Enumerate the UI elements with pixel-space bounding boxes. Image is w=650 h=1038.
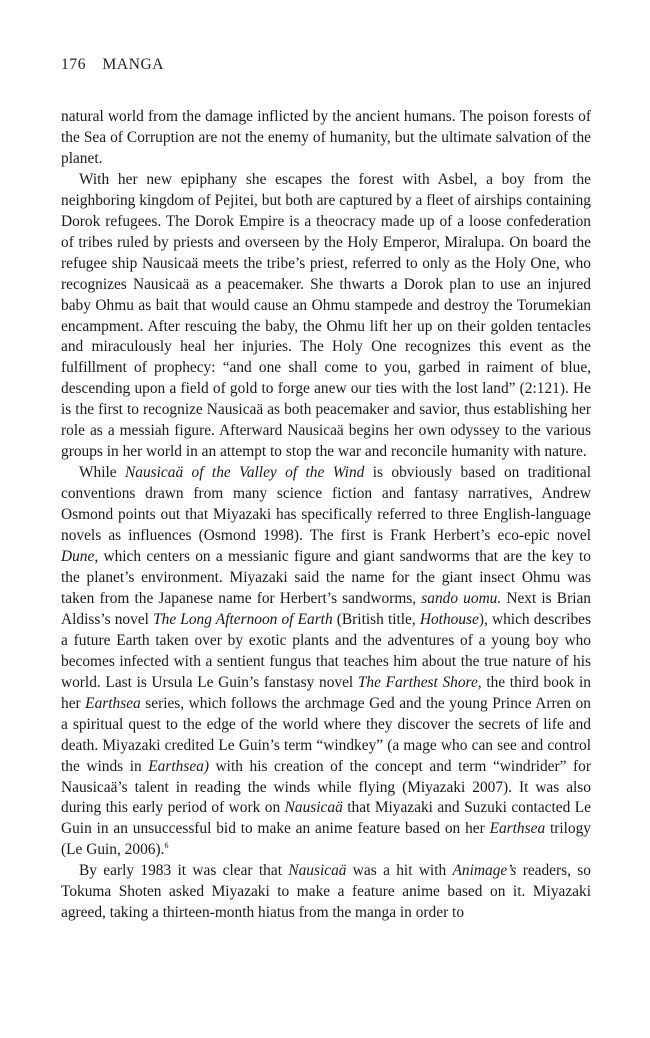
- italic-text: Hothouse: [419, 610, 479, 628]
- text-run: is obviously based on traditional conventions drawn from many science fiction and fantasy narratives, Andrew Osmond points out that Miyazaki has specifically referred to three English-language novels as influences (Osmond 1998). The first is Frank Herbert’s eco-epic novel: [61, 464, 592, 545]
- text-run: readers, so Tokuma Shoten asked Miyazaki to make a feature anime based on it. Miyazaki agreed, taking a thirteen-month hiatus from the manga in order to: [61, 862, 591, 922]
- running-title: MANGA: [102, 56, 165, 73]
- italic-text: The Long Afternoon of Earth: [153, 610, 333, 628]
- text-run: ), which describes a future Earth taken over by exotic plants and the adventures of a young boy who becomes infected with a sentient fungus that teaches him about the true nature of his world. Last is Ursula Le Guin’s fanstasy novel: [61, 610, 591, 691]
- text-run: was a hit with: [346, 862, 453, 880]
- text-run: series, which follows the archmage Ged and the young Prince Arren on a spiritual quest to the edge of the world where they discover the secrets of life and death. Miyazaki credited Le Guin’s term “windkey” (a mage who can see and control the winds in: [61, 694, 592, 775]
- text-run: with his creation of the concept and term “windrider” for Nausicaä’s talent in reading the winds while flying (Miyazaki 2007). It was also during this early period of work on: [61, 757, 591, 817]
- paragraph: [61, 463, 591, 861]
- running-head: [61, 56, 164, 74]
- italic-text: Dune,: [61, 548, 99, 566]
- text-run: the third book in her: [61, 673, 591, 712]
- text-run: By early 1983 it was clear that: [79, 862, 289, 880]
- footnote-ref: 6: [164, 841, 169, 851]
- paragraph: [61, 107, 591, 170]
- text-run: that Miyazaki and Suzuki contacted Le Guin in an unsuccessful bid to make an anime feature based on her: [61, 799, 591, 838]
- italic-text: Animage’s: [452, 862, 517, 880]
- body-text: [61, 107, 591, 924]
- text-run: While: [79, 464, 126, 482]
- italic-text: Nausicaä: [288, 862, 347, 880]
- italic-text: The Farthest Shore,: [357, 673, 482, 691]
- italic-text: Earthsea): [148, 757, 209, 775]
- italic-text: sando uomu.: [421, 589, 502, 607]
- text-run: With her new epiphany she escapes the forest with Asbel, a boy from the neighboring kingdom of Pejitei, but both are captured by a fleet of airships containing Dorok refugees. The Dorok Empire is a theocracy made up of a loose confederation of tribes ruled by priests and overseen by the Holy Emperor, Miralupa. On board the refugee ship Nausicaä meets the tribe’s priest, referred to only as the Holy One, who recognizes Nausicaä as a peacemaker. She thwarts a Dorok plan to use an injured baby Ohmu as bait that would cause an Ohmu stampede and destroy the Torumekian encampment. After rescuing the baby, the Ohmu lift her up on their golden tentacles and miraculously heal her injuries. The Holy One recognizes this event as the fulfillment of prophecy: “and one shall come to you, garbed in raiment of blue, descending upon a field of gold to forge anew our ties with the lost land” (2:121). He is the first to recognize Nausicaä as both peacemaker and savior, thus establishing her role as a messiah figure. Afterward Nausicaä begins her own odyssey to the various groups in her world in an attempt to stop the war and reconcile humanity with nature.: [61, 170, 591, 461]
- text-run: which centers on a messianic figure and giant sandworms that are the key to the planet’s environment. Miyazaki said the name for the giant insect Ohmu was taken from the Japanese name for Herbert’s sandworms,: [61, 548, 591, 607]
- italic-text: Earthsea: [489, 820, 546, 838]
- italic-text: Earthsea: [85, 694, 141, 712]
- text-run: trilogy (Le Guin, 2006).: [61, 820, 592, 859]
- text-run: natural world from the damage inflicted by the ancient humans. The poison forests of the Sea of Corruption are not the enemy of humanity, but the ultimate salvation of the planet.: [61, 108, 591, 167]
- italic-text: Nausicaä: [284, 799, 343, 817]
- text-run: Next is Brian Aldiss’s novel: [61, 589, 591, 628]
- text-run: (British title,: [332, 610, 420, 628]
- page-number: 176: [61, 56, 87, 73]
- italic-text: Nausicaä of the Valley of the Wind: [125, 464, 365, 482]
- paragraph: [61, 170, 591, 463]
- paragraph: [61, 861, 591, 924]
